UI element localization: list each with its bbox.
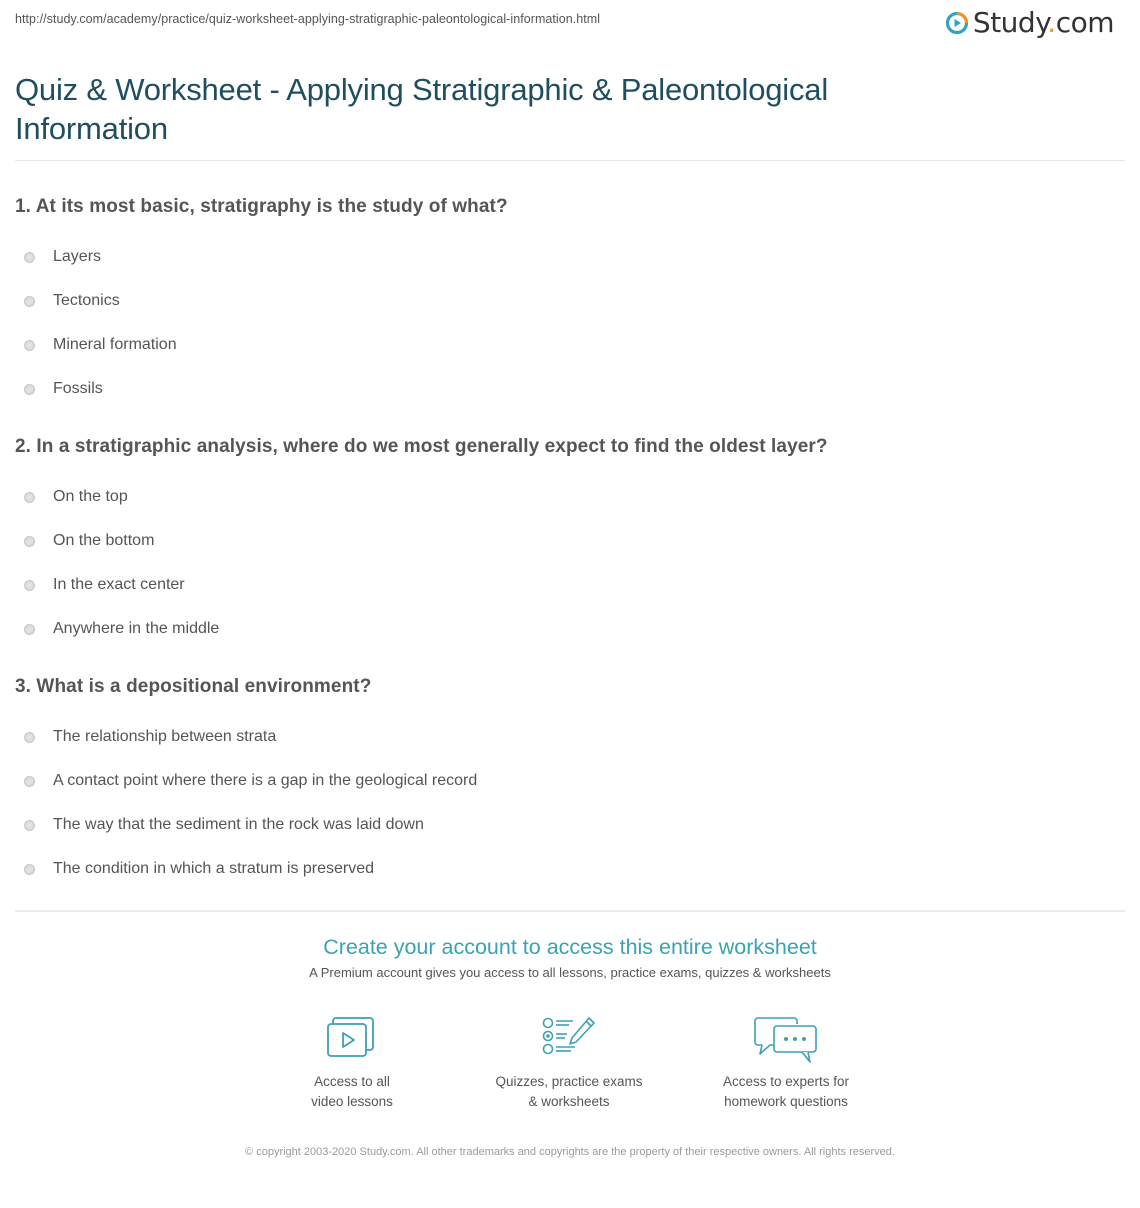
chat-bubbles-icon (754, 1016, 818, 1066)
create-account-cta (0, 932, 1140, 983)
feature-quizzes (469, 1016, 669, 1112)
answer-option[interactable] (15, 563, 1125, 607)
feature-video-lessons (252, 1016, 452, 1112)
question-2 (15, 432, 1125, 651)
answer-option[interactable] (15, 367, 1125, 411)
feature-experts (686, 1016, 886, 1112)
question-1 (15, 192, 1125, 411)
feature-label: Access to experts for homework questions (722, 1074, 850, 1109)
feature-label: Access to all video lessons (311, 1074, 393, 1109)
option-label: Layers (53, 248, 102, 265)
study-com-logo[interactable] (945, 8, 1114, 38)
radio-button[interactable] (24, 536, 35, 547)
quiz-checklist-icon (541, 1016, 597, 1060)
copyright-notice: © copyright 2003-2020 Study.com. All other trademarks and copyrights are the property of their respective owners. All rights reserved. (245, 1146, 895, 1158)
answer-option[interactable] (15, 519, 1125, 563)
radio-button[interactable] (24, 580, 35, 591)
option-label: Fossils (53, 380, 103, 397)
question-text: 1. At its most basic, stratigraphy is the study of what? (15, 196, 508, 217)
radio-button[interactable] (24, 732, 35, 743)
divider (15, 910, 1125, 912)
answer-option[interactable] (15, 847, 1125, 891)
answer-option[interactable] (15, 323, 1125, 367)
option-label: A contact point where there is a gap in the geological record (53, 772, 478, 789)
option-label: Anywhere in the middle (53, 620, 220, 637)
radio-button[interactable] (24, 296, 35, 307)
feature-label: Quizzes, practice exams & worksheets (495, 1074, 643, 1109)
radio-button[interactable] (24, 252, 35, 263)
video-lessons-icon (326, 1016, 378, 1060)
option-label: The relationship between strata (53, 728, 277, 745)
option-label: Mineral formation (53, 336, 177, 353)
radio-button[interactable] (24, 624, 35, 635)
create-account-link[interactable]: Create your account to access this entire worksheet (323, 935, 817, 959)
radio-button[interactable] (24, 492, 35, 503)
option-label: In the exact center (53, 576, 185, 593)
answer-option[interactable] (15, 759, 1125, 803)
question-3 (15, 672, 1125, 891)
page-url: http://study.com/academy/practice/quiz-worksheet-applying-stratigraphic-paleontological-information.html (15, 12, 601, 26)
answer-option[interactable] (15, 803, 1125, 847)
answer-option[interactable] (15, 235, 1125, 279)
radio-button[interactable] (24, 864, 35, 875)
option-label: Tectonics (53, 292, 120, 309)
answer-options (15, 715, 1125, 891)
answer-options (15, 475, 1125, 651)
cta-subtitle: A Premium account gives you access to all lessons, practice exams, quizzes & worksheets (309, 965, 831, 980)
answer-option[interactable] (15, 715, 1125, 759)
top-bar (0, 0, 1140, 50)
radio-button[interactable] (24, 340, 35, 351)
radio-button[interactable] (24, 820, 35, 831)
question-text: 2. In a stratigraphic analysis, where do we most generally expect to find the oldest layer? (15, 436, 828, 457)
option-label: The way that the sediment in the rock was laid down (53, 816, 424, 833)
page-title: Quiz & Worksheet - Applying Stratigraphic & Paleontological Information (15, 72, 828, 146)
answer-option[interactable] (15, 607, 1125, 651)
answer-option[interactable] (15, 475, 1125, 519)
play-circle-icon (945, 11, 969, 35)
radio-button[interactable] (24, 384, 35, 395)
radio-button[interactable] (24, 776, 35, 787)
logo-wordmark: Study.com (972, 6, 1114, 39)
option-label: The condition in which a stratum is preserved (53, 860, 375, 877)
answer-options (15, 235, 1125, 411)
question-text: 3. What is a depositional environment? (15, 676, 372, 697)
premium-features (0, 1016, 1140, 1116)
option-label: On the top (53, 488, 128, 505)
divider (15, 160, 1125, 161)
option-label: On the bottom (53, 532, 155, 549)
answer-option[interactable] (15, 279, 1125, 323)
